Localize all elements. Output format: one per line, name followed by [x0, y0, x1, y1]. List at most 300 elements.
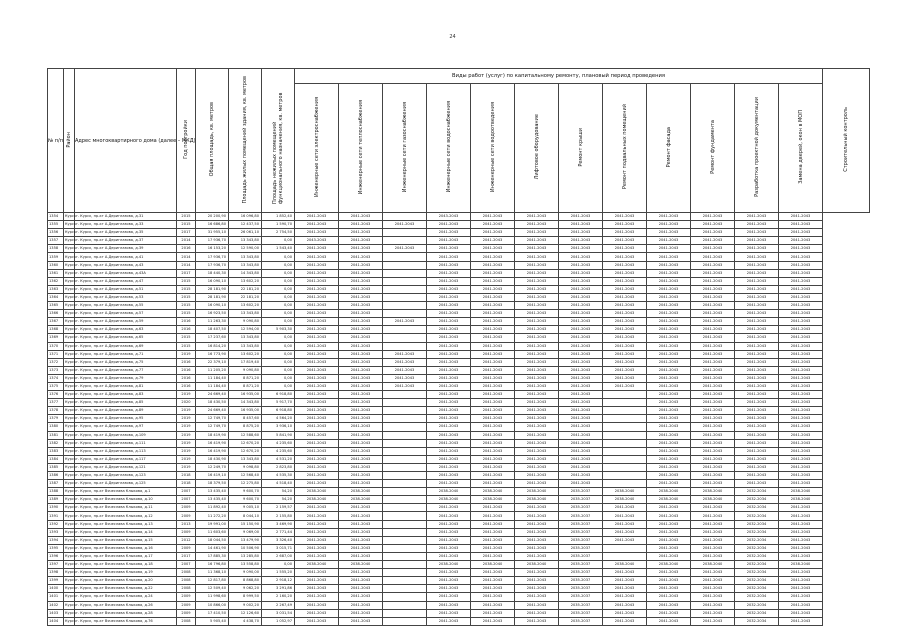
table-cell: 2041-2043 — [647, 617, 691, 625]
table-cell: 2041-2043 — [647, 544, 691, 552]
table-cell: 8 457,60 — [229, 415, 262, 423]
table-cell: 1357 — [48, 237, 64, 245]
table-cell: 2041-2043 — [515, 382, 559, 390]
table-row — [48, 245, 870, 253]
table-cell: 2041-2043 — [691, 269, 735, 277]
table-cell: 2041-2043 — [647, 447, 691, 455]
table-cell: 2041-2043 — [295, 302, 339, 310]
table-cell: 2041-2043 — [471, 593, 515, 601]
table-cell: 2032-2034 — [735, 569, 779, 577]
table-cell — [383, 261, 427, 269]
table-cell: 2035-2037 — [559, 528, 603, 536]
table-cell: 2041-2043 — [339, 391, 383, 399]
table-cell: 2014 — [177, 237, 196, 245]
table-cell — [383, 310, 427, 318]
table-cell: 0,00 — [262, 293, 295, 301]
header-total-area: Общая площадь, кв. метров — [196, 69, 229, 213]
table-cell: 2041-2043 — [559, 391, 603, 399]
table-cell: 2041-2043 — [295, 374, 339, 382]
table-cell: 2041-2043 — [515, 399, 559, 407]
table-cell: 4 235,60 — [262, 447, 295, 455]
table-cell: 2041-2043 — [471, 293, 515, 301]
table-cell: 2041-2043 — [339, 463, 383, 471]
table-cell: 2041-2043 — [427, 229, 471, 237]
table-cell: 2041-2043 — [735, 358, 779, 366]
table-cell: 2041-2043 — [515, 472, 559, 480]
table-cell: 1385 — [48, 463, 64, 471]
table-cell: 2041-2043 — [515, 512, 559, 520]
table-cell: 2016 — [177, 326, 196, 334]
table-cell: 2041-2043 — [779, 528, 823, 536]
table-cell: 2041-2043 — [339, 237, 383, 245]
header-work-9: Ремонт фундамента — [691, 84, 735, 213]
table-cell: 2041-2043 — [427, 504, 471, 512]
table-cell: 1396 — [48, 552, 64, 560]
table-cell: 2041-2043 — [427, 269, 471, 277]
table-cell: 2041-2043 — [339, 577, 383, 585]
table-cell: 2041-2043 — [691, 480, 735, 488]
table-cell: г. Курск, пр-кт А.Дериглазова, д.65 — [75, 334, 177, 342]
table-row — [48, 577, 870, 585]
table-cell: 2041-2043 — [779, 326, 823, 334]
table-row — [48, 463, 870, 471]
table-cell: 2041-2043 — [647, 593, 691, 601]
table-cell: Курск — [64, 569, 75, 577]
table-cell: 16 419,90 — [196, 447, 229, 455]
table-cell: 2016 — [177, 382, 196, 390]
table-cell: 2041-2043 — [647, 439, 691, 447]
table-cell: 2041-2043 — [603, 366, 647, 374]
table-cell: 2016 — [177, 358, 196, 366]
table-cell: 2041-2043 — [735, 439, 779, 447]
table-cell: 2041-2043 — [427, 520, 471, 528]
table-row — [48, 229, 870, 237]
table-cell: 2041-2043 — [647, 358, 691, 366]
table-cell: 2041-2043 — [603, 374, 647, 382]
table-cell — [383, 269, 427, 277]
table-cell: 2041-2043 — [515, 415, 559, 423]
table-cell: 2041-2043 — [295, 439, 339, 447]
table-cell: 2012 — [177, 536, 196, 544]
table-cell: 16 153,20 — [196, 245, 229, 253]
table-cell — [383, 561, 427, 569]
table-cell: 2032-2034 — [735, 617, 779, 625]
table-cell: 2041-2043 — [471, 342, 515, 350]
table-cell: 2041-2043 — [603, 310, 647, 318]
table-cell — [383, 552, 427, 560]
table-cell: 2041-2043 — [471, 310, 515, 318]
table-cell: 2041-2043 — [779, 350, 823, 358]
table-cell: 15 150,90 — [229, 520, 262, 528]
table-cell: 2041-2043 — [603, 326, 647, 334]
table-cell — [603, 391, 647, 399]
table-cell: 2008 — [177, 617, 196, 625]
table-cell: 1395 — [48, 544, 64, 552]
table-cell: 11 184,40 — [196, 382, 229, 390]
table-cell: 1369 — [48, 334, 64, 342]
table-cell: 2041-2043 — [559, 358, 603, 366]
table-cell: 2041-2043 — [295, 593, 339, 601]
table-row — [48, 253, 870, 261]
table-cell: 2015 — [177, 285, 196, 293]
table-cell: 2041-2043 — [779, 544, 823, 552]
table-cell: 2015 — [177, 277, 196, 285]
table-cell — [383, 293, 427, 301]
table-cell: 2041-2043 — [735, 366, 779, 374]
table-cell: 2041-2043 — [471, 399, 515, 407]
table-cell: 2041-2043 — [339, 293, 383, 301]
table-cell: 2041-2043 — [559, 318, 603, 326]
table-row — [48, 269, 870, 277]
table-cell: 2041-2043 — [647, 399, 691, 407]
table-cell: г. Курск, пр-кт А.Дериглазова, д.35 — [75, 229, 177, 237]
table-cell: 2041-2043 — [471, 520, 515, 528]
table-row — [48, 504, 870, 512]
table-cell: 2041-2043 — [691, 221, 735, 229]
table-cell: 2041-2043 — [515, 544, 559, 552]
table-cell: 2041-2043 — [339, 374, 383, 382]
table-cell: 9 069,00 — [229, 528, 262, 536]
table-cell: 2041-2043 — [735, 261, 779, 269]
table-cell: 2041-2043 — [295, 609, 339, 617]
table-cell: 2038-2040 — [295, 488, 339, 496]
table-cell: 2041-2043 — [735, 229, 779, 237]
table-cell — [383, 391, 427, 399]
table-cell: 2 823,80 — [262, 463, 295, 471]
table-cell: 13 558,80 — [229, 561, 262, 569]
table-cell: 2041-2043 — [339, 472, 383, 480]
table-cell: 18 440,30 — [196, 269, 229, 277]
header-work-3: Инженерные сети водоснабжения — [427, 84, 471, 213]
table-cell: 2041-2043 — [559, 310, 603, 318]
table-cell: 2016 — [177, 374, 196, 382]
table-cell: 2041-2043 — [339, 358, 383, 366]
table-cell: 2041-2043 — [471, 407, 515, 415]
table-cell: 2041-2043 — [427, 318, 471, 326]
table-cell: 2041-2043 — [295, 277, 339, 285]
table-cell: 2041-2043 — [691, 544, 735, 552]
table-cell: 8 875,20 — [229, 423, 262, 431]
header-work-6: Ремонт крыши — [559, 84, 603, 213]
table-cell — [383, 472, 427, 480]
table-row — [48, 423, 870, 431]
table-cell: 2038-2040 — [515, 561, 559, 569]
table-cell: 2041-2043 — [515, 431, 559, 439]
table-cell: 0,00 — [262, 277, 295, 285]
table-cell: 12 126,60 — [229, 609, 262, 617]
table-cell: 1401 — [48, 593, 64, 601]
table-cell: 2041-2043 — [735, 318, 779, 326]
table-cell — [383, 423, 427, 431]
table-cell: 1382 — [48, 439, 64, 447]
table-cell: 2041-2043 — [515, 455, 559, 463]
table-cell: 2032-2034 — [735, 601, 779, 609]
page-number: 24 — [449, 34, 456, 40]
table-cell: 2041-2043 — [515, 552, 559, 560]
table-cell: 2035-2037 — [559, 601, 603, 609]
table-cell: 2041-2043 — [603, 512, 647, 520]
table-cell: 2041-2043 — [471, 480, 515, 488]
table-cell: 1388 — [48, 488, 64, 496]
table-cell: Курск — [64, 415, 75, 423]
table-cell: 2041-2043 — [603, 261, 647, 269]
table-cell: 1360 — [48, 261, 64, 269]
table-cell: 2038-2040 — [647, 496, 691, 504]
table-cell: 2041-2043 — [779, 221, 823, 229]
table-cell: 2041-2043 — [691, 455, 735, 463]
table-cell: 2 754,50 — [262, 229, 295, 237]
table-cell: г. Курск, пр-кт А.Дериглазова, д.89 — [75, 407, 177, 415]
table-cell: 2041-2043 — [779, 552, 823, 560]
table-cell: 2041-2043 — [691, 213, 735, 221]
table-cell — [603, 447, 647, 455]
table-cell: 2041-2043 — [603, 601, 647, 609]
table-cell: 2 771,44 — [262, 528, 295, 536]
table-cell: 9 090,80 — [229, 318, 262, 326]
table-cell: 2041-2043 — [647, 552, 691, 560]
table-cell: Курск — [64, 601, 75, 609]
table-cell: 2041-2043 — [471, 302, 515, 310]
table-cell: 2041-2043 — [427, 358, 471, 366]
table-cell: 2041-2043 — [559, 285, 603, 293]
table-cell: 2041-2043 — [339, 269, 383, 277]
capital-repair-table — [47, 68, 870, 626]
table-cell: Курск — [64, 293, 75, 301]
table-cell: 16 090,10 — [196, 277, 229, 285]
table-cell: 2041-2043 — [647, 350, 691, 358]
table-cell: 9 090,00 — [229, 569, 262, 577]
table-cell: 2041-2043 — [691, 253, 735, 261]
table-cell: 2041-2043 — [339, 585, 383, 593]
table-cell: 2041-2043 — [735, 480, 779, 488]
table-cell: 2041-2043 — [427, 455, 471, 463]
table-cell: 2038-2040 — [691, 488, 735, 496]
table-cell: 2041-2043 — [647, 277, 691, 285]
table-cell: 0,00 — [262, 382, 295, 390]
table-cell: 2041-2043 — [647, 585, 691, 593]
table-cell: 10 506,90 — [229, 544, 262, 552]
header-work-5: Лифтовое оборудование — [515, 84, 559, 213]
table-cell: 13 343,80 — [229, 237, 262, 245]
table-cell: 2041-2043 — [471, 585, 515, 593]
table-cell: 2041-2043 — [295, 285, 339, 293]
table-cell: 2041-2043 — [295, 391, 339, 399]
table-cell: Курск — [64, 431, 75, 439]
table-cell: 2015 — [177, 221, 196, 229]
table-cell: 13 435,40 — [196, 496, 229, 504]
table-cell: 2032-2034 — [735, 528, 779, 536]
table-cell: 2041-2043 — [339, 334, 383, 342]
table-cell: 2041-2043 — [427, 245, 471, 253]
table-cell: г. Курск, пр-кт А.Дериглазова, д.113 — [75, 447, 177, 455]
table-cell: 2041-2043 — [295, 269, 339, 277]
table-cell: 2041-2043 — [339, 253, 383, 261]
table-cell: 2041-2043 — [295, 569, 339, 577]
table-cell: 2038-2040 — [603, 561, 647, 569]
table-cell: 2041-2043 — [691, 407, 735, 415]
table-cell — [383, 415, 427, 423]
table-cell: 9 098,80 — [229, 463, 262, 471]
table-cell: 2041-2043 — [295, 431, 339, 439]
table-cell: 2015 — [177, 334, 196, 342]
table-cell: 2041-2043 — [339, 536, 383, 544]
table-cell: г. Курск, пр-кт Вячеслава Клыкова, д.19 — [75, 569, 177, 577]
table-cell: 1381 — [48, 431, 64, 439]
header-work-4: Инженерные сети водоотведения — [471, 84, 515, 213]
table-cell: 2041-2043 — [515, 480, 559, 488]
table-cell: 18 379,50 — [196, 480, 229, 488]
table-cell: 2041-2043 — [515, 358, 559, 366]
table-cell: г. Курск, пр-кт А.Дериглазова, д.121 — [75, 463, 177, 471]
table-cell — [603, 415, 647, 423]
table-cell: 9 600,70 — [229, 496, 262, 504]
table-cell: 4 564,20 — [262, 415, 295, 423]
table-cell: 2041-2043 — [647, 318, 691, 326]
table-cell: 13 343,80 — [229, 261, 262, 269]
table-cell: 14 343,80 — [229, 399, 262, 407]
table-cell: 2041-2043 — [647, 528, 691, 536]
table-cell: 2041-2043 — [427, 601, 471, 609]
table-cell: 2041-2043 — [735, 472, 779, 480]
table-cell: Курск — [64, 609, 75, 617]
table-cell: Курск — [64, 561, 75, 569]
table-row — [48, 609, 870, 617]
table-cell: 2041-2043 — [471, 261, 515, 269]
table-cell: 2038-2040 — [647, 561, 691, 569]
table-cell: 4 518,40 — [262, 480, 295, 488]
table-cell: 2041-2043 — [515, 536, 559, 544]
table-cell: 2035-2037 — [559, 520, 603, 528]
table-cell: 2041-2043 — [779, 536, 823, 544]
table-cell: 13 479,90 — [229, 536, 262, 544]
table-cell: 2041-2043 — [735, 310, 779, 318]
table-cell: Курск — [64, 488, 75, 496]
table-cell: 2041-2043 — [339, 302, 383, 310]
table-cell: 2041-2043 — [559, 277, 603, 285]
table-cell: 2041-2043 — [779, 593, 823, 601]
table-cell: 2041-2043 — [295, 512, 339, 520]
table-cell: 1377 — [48, 399, 64, 407]
table-row — [48, 439, 870, 447]
table-cell: 2041-2043 — [295, 463, 339, 471]
table-cell: 2041-2043 — [779, 569, 823, 577]
table-cell: 2041-2043 — [295, 221, 339, 229]
table-cell: 2041-2043 — [515, 569, 559, 577]
table-cell: 2015 — [177, 213, 196, 221]
table-cell: 2008 — [177, 577, 196, 585]
table-cell: 2041-2043 — [471, 237, 515, 245]
table-cell: 2019 — [177, 455, 196, 463]
table-cell: 2041-2043 — [779, 358, 823, 366]
table-cell: 2041-2043 — [691, 318, 735, 326]
table-cell: 2038-2040 — [779, 561, 823, 569]
table-cell: 2041-2043 — [647, 342, 691, 350]
table-cell: 2041-2043 — [735, 399, 779, 407]
table-row — [48, 382, 870, 390]
table-cell: 2041-2043 — [603, 358, 647, 366]
table-row — [48, 520, 870, 528]
table-cell: 2041-2043 — [339, 229, 383, 237]
table-cell: 2041-2043 — [295, 585, 339, 593]
table-cell: 2041-2043 — [647, 512, 691, 520]
table-cell: 13 343,80 — [229, 342, 262, 350]
table-cell: 2038-2040 — [471, 561, 515, 569]
table-cell: 1372 — [48, 358, 64, 366]
table-cell — [383, 480, 427, 488]
table-cell: 2041-2043 — [779, 293, 823, 301]
table-cell — [383, 496, 427, 504]
table-cell: 2041-2043 — [559, 261, 603, 269]
table-cell: 2035-2037 — [559, 544, 603, 552]
table-cell — [383, 302, 427, 310]
table-cell: 2041-2043 — [603, 342, 647, 350]
table-cell: 28 181,90 — [196, 293, 229, 301]
table-cell: 2041-2043 — [339, 601, 383, 609]
table-cell: Курск — [64, 350, 75, 358]
table-cell: 2041-2043 — [779, 577, 823, 585]
table-cell: 13 343,80 — [229, 455, 262, 463]
table-cell — [383, 334, 427, 342]
table-cell: 2041-2043 — [691, 350, 735, 358]
table-cell: 2041-2043 — [559, 399, 603, 407]
table-cell: 2041-2043 — [647, 229, 691, 237]
table-cell: 2041-2043 — [515, 350, 559, 358]
table-cell: 1398 — [48, 569, 64, 577]
table-cell: 2041-2043 — [735, 334, 779, 342]
table-cell: г. Курск, пр-кт Вячеслава Клыкова, д.1 — [75, 488, 177, 496]
table-cell — [603, 431, 647, 439]
table-cell: 12 275,80 — [229, 480, 262, 488]
table-row — [48, 512, 870, 520]
table-cell: 11 892,40 — [196, 504, 229, 512]
table-cell: 2041-2043 — [735, 407, 779, 415]
table-cell: 5 903,30 — [262, 326, 295, 334]
table-cell: 31 955,10 — [196, 229, 229, 237]
table-cell: 2009 — [177, 609, 196, 617]
table-cell: г. Курск, пр-кт Вячеслава Клыкова, д.17 — [75, 552, 177, 560]
table-cell: 2041-2043 — [691, 439, 735, 447]
header-work-7: Ремонт подвальных помещений — [603, 84, 647, 213]
table-cell: 1391 — [48, 512, 64, 520]
table-cell — [603, 423, 647, 431]
table-cell: 17 410,50 — [196, 609, 229, 617]
table-cell: 2038-2040 — [427, 561, 471, 569]
table-cell: 1363 — [48, 285, 64, 293]
table-cell: г. Курск, пр-кт А.Дериглазова, д.47 — [75, 277, 177, 285]
header-district: Район — [64, 69, 75, 213]
table-cell: 20 200,90 — [196, 213, 229, 221]
table-cell: 2041-2043 — [515, 229, 559, 237]
table-cell: 2041-2043 — [339, 447, 383, 455]
table-cell: 1383 — [48, 447, 64, 455]
table-cell: 2041-2043 — [383, 350, 427, 358]
table-row — [48, 285, 870, 293]
table-cell: 2015 — [177, 310, 196, 318]
table-cell: 2041-2043 — [559, 293, 603, 301]
table-cell: 2015 — [177, 293, 196, 301]
table-cell: 2041-2043 — [735, 302, 779, 310]
table-cell: 2041-2043 — [603, 585, 647, 593]
table-cell — [383, 326, 427, 334]
table-cell: 2035-2037 — [559, 561, 603, 569]
table-cell: 1373 — [48, 366, 64, 374]
table-cell: 2032-2034 — [735, 488, 779, 496]
table-cell: Курск — [64, 366, 75, 374]
table-row — [48, 480, 870, 488]
table-row — [48, 221, 870, 229]
table-cell: 2041-2043 — [559, 253, 603, 261]
table-cell: 2019 — [177, 350, 196, 358]
